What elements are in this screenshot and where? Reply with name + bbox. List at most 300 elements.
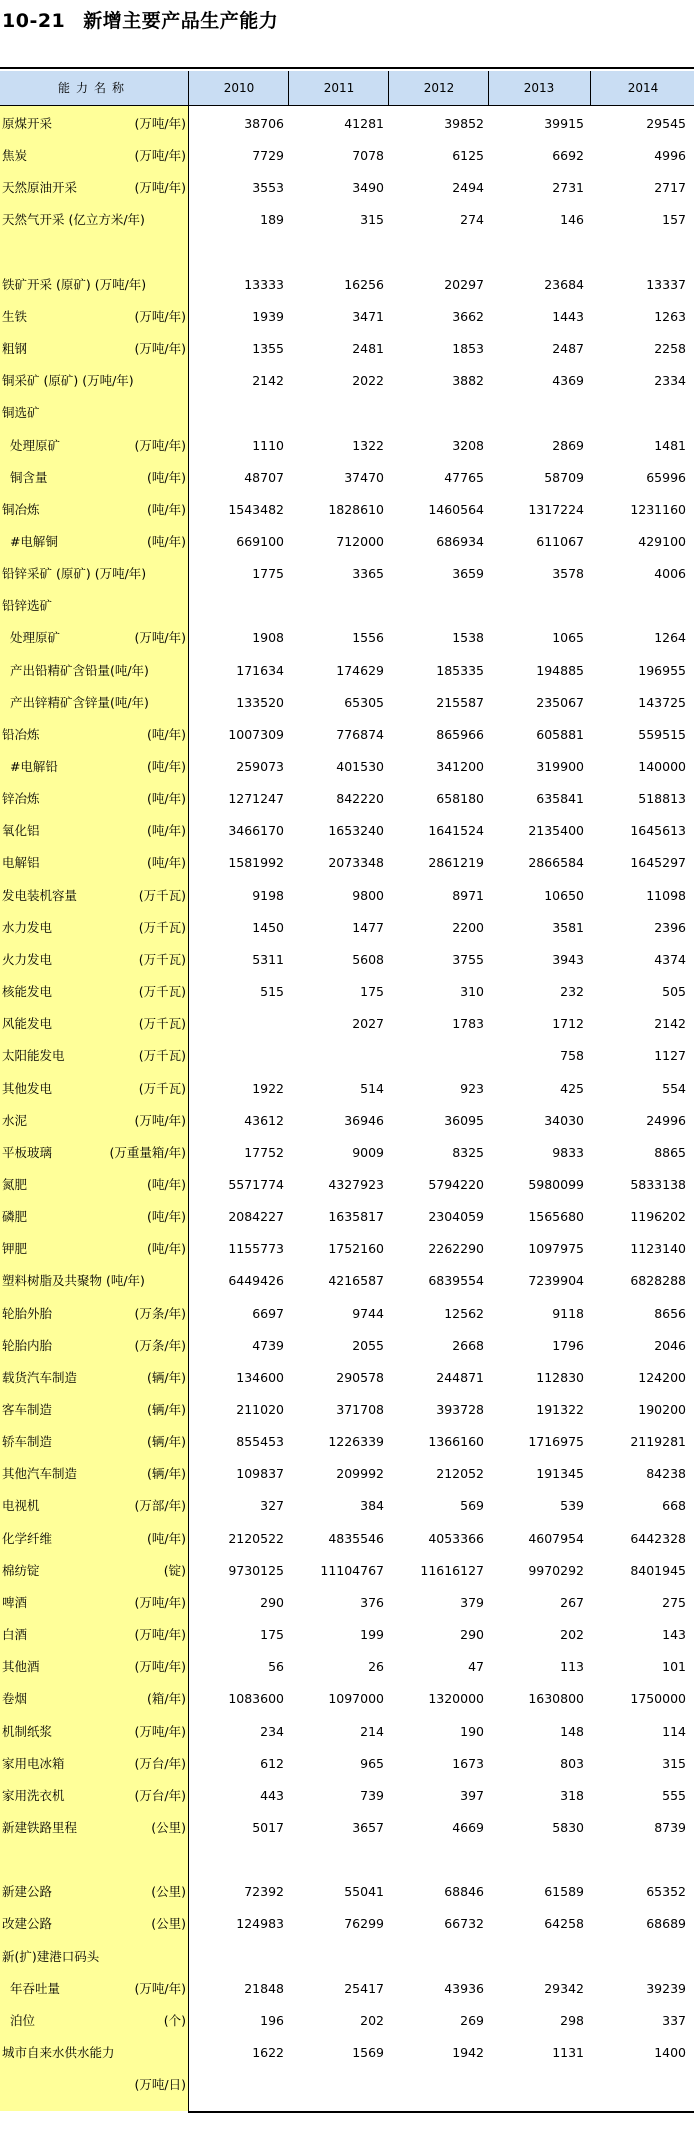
cell-2011: 9800 [352,887,384,903]
cell-2013: 3943 [552,951,584,967]
table-row [0,269,694,301]
cell-2012: 686934 [436,533,484,549]
table-row [0,1908,694,1940]
cell-2011: 209992 [336,1466,384,1482]
cell-2013 [488,590,584,622]
cell-2013: 58709 [544,469,584,485]
cell-2011: 3490 [352,180,384,196]
cell-2013: 2731 [552,180,584,196]
row-label: 锌冶炼 [2,791,40,807]
cell-2010: 234 [260,1723,284,1739]
cell-2014: 315 [662,1755,686,1771]
table-row [0,172,694,204]
cell-2010: 5571774 [228,1176,284,1192]
cell-2012: 658180 [436,791,484,807]
cell-2011: 401530 [336,759,384,774]
cell-2010: 211020 [236,1402,284,1417]
row-unit: (万条/年) [134,1305,186,1321]
row-unit: (万吨/年) [134,341,186,357]
row-unit: (辆/年) [147,1434,186,1450]
cell-2011: 5608 [352,951,384,967]
cell-2014: 157 [662,212,686,228]
cell-2010: 515 [260,984,284,1000]
row-label: 载货汽车制造 [2,1369,78,1385]
cell-2014: 1123140 [630,1241,686,1257]
row-label [2,1844,184,1876]
cell-2010: 290 [260,1594,284,1610]
cell-2013 [488,2069,584,2101]
row-unit: (公里) [151,1819,186,1835]
cell-2012: 12562 [444,1305,484,1321]
cell-2012: 43936 [444,1980,484,1996]
row-unit: (万条/年) [134,1337,186,1353]
row-label: 氧化铝 [2,823,40,839]
table-row [0,1876,694,1908]
row-label: 年吞吐量 [2,1980,60,1996]
cell-2014: 1400 [654,2045,686,2060]
row-label: 铜选矿 [2,405,40,421]
cell-2011: 4327923 [328,1176,384,1192]
cell-2012: 47 [468,1659,484,1675]
cell-2013: 635841 [536,791,584,807]
cell-2011 [288,2069,384,2101]
cell-2011: 1556 [352,630,384,646]
cell-2010: 5017 [252,1819,284,1835]
cell-2011 [288,1941,384,1973]
row-label: 铜冶炼 [2,501,40,517]
table-row [0,2005,694,2037]
cell-2012: 190 [460,1723,484,1739]
cell-2014: 1264 [654,630,686,646]
cell-2010: 38706 [244,116,284,131]
cell-2013: 23684 [544,276,584,292]
cell-2012: 290 [460,1627,484,1643]
cell-2010: 175 [260,1627,284,1643]
cell-2010: 189 [260,212,284,228]
cell-2012 [388,1040,484,1072]
cell-2011: 842220 [336,791,384,807]
table-row [0,687,694,719]
bottom-rule [188,2111,694,2113]
cell-2014: 13337 [646,276,686,292]
row-unit: (吨/年) [147,791,186,807]
table-row [0,1169,694,1201]
cell-2014 [590,1941,686,1973]
row-unit: (吨/年) [147,759,186,774]
cell-2014: 1127 [654,1048,686,1064]
cell-2013: 318 [560,1787,584,1803]
row-label: 原煤开采 [2,116,53,131]
row-label: 磷肥 [2,1209,28,1225]
cell-2012: 4053366 [428,1530,484,1546]
cell-2014: 140000 [638,759,686,774]
cell-2013: 3578 [552,566,584,582]
cell-2010: 1007309 [228,726,284,742]
cell-2011: 1097000 [328,1691,384,1707]
cell-2010 [188,2069,284,2101]
row-label: 客车制造 [2,1402,53,1417]
table-row [0,397,694,429]
cell-2014: 2334 [654,373,686,389]
cell-2010 [188,1941,284,1973]
cell-2014: 668 [662,1498,686,1514]
table-row [0,751,694,783]
row-label: 其他汽车制造 [2,1466,78,1482]
row-label: 铜含量 [2,469,48,485]
table-row [0,815,694,847]
cell-2013: 7239904 [528,1273,584,1289]
cell-2010: 1922 [252,1080,284,1096]
row-label: 家用洗衣机 [2,1787,65,1803]
row-label [2,237,184,269]
header-year-2014: 2014 [590,71,695,105]
cell-2014: 1196202 [630,1209,686,1225]
row-label: 新建铁路里程 [2,1819,78,1835]
cell-2012: 379 [460,1594,484,1610]
cell-2013: 194885 [536,662,584,678]
cell-2011: 776874 [336,726,384,742]
table-row [0,655,694,687]
cell-2011: 25417 [344,1980,384,1996]
cell-2011: 2022 [352,373,384,389]
row-label: 化学纤维 [2,1530,53,1546]
cell-2012: 20297 [444,276,484,292]
row-label: 塑料树脂及共聚物 (吨/年) [2,1273,145,1289]
cell-2013: 2866584 [528,855,584,871]
cell-2014: 124200 [638,1369,686,1385]
cell-2013: 232 [560,984,584,1000]
row-label: 氮肥 [2,1176,28,1192]
cell-2011: 4216587 [328,1273,384,1289]
row-label: 轮胎内胎 [2,1337,53,1353]
cell-2010: 2142 [252,373,284,389]
table-number: 10-21 [2,10,66,32]
table-row [0,783,694,815]
table-row [0,2069,694,2101]
row-label: 轮胎外胎 [2,1305,53,1321]
cell-2010: 1271247 [228,791,284,807]
cell-2012: 569 [460,1498,484,1514]
cell-2013: 1712 [552,1016,584,1032]
row-label: 泊位 [2,2012,35,2028]
cell-2013: 202 [560,1627,584,1643]
row-label: 铅锌采矿 (原矿) (万吨/年) [2,566,147,582]
cell-2013: 9833 [552,1144,584,1160]
table-row [0,1137,694,1169]
row-unit: (吨/年) [147,533,186,549]
cell-2011: 1653240 [328,823,384,839]
table-row [0,494,694,526]
data-table [0,67,694,2111]
cell-2011: 1226339 [328,1434,384,1450]
row-label: 铜采矿 (原矿) (万吨/年) [2,373,134,389]
row-unit: (万吨/年) [134,630,186,646]
cell-2013: 2135400 [528,823,584,839]
cell-2012: 68846 [444,1884,484,1900]
cell-2012: 1673 [452,1755,484,1771]
cell-2011 [288,590,384,622]
row-unit: (万吨/年) [134,148,186,164]
cell-2010: 9198 [252,887,284,903]
row-unit: (万千瓦) [138,1080,186,1096]
row-unit: (万台/年) [134,1787,186,1803]
table-row [0,1458,694,1490]
cell-2011: 202 [360,2012,384,2028]
cell-2012: 185335 [436,662,484,678]
cell-2010: 259073 [236,759,284,774]
table-row [0,1555,694,1587]
cell-2013: 2487 [552,341,584,357]
row-unit: (辆/年) [147,1402,186,1417]
cell-2013: 9118 [552,1305,584,1321]
row-label: 钾肥 [2,1241,28,1257]
row-label: 粗钢 [2,341,28,357]
table-row [0,430,694,462]
table-row [0,1073,694,1105]
table-row [0,1780,694,1812]
header-name: 能力名称 [57,81,130,95]
row-label: 城市自来水供水能力 [2,2045,115,2060]
table-title [2,6,278,33]
row-unit: (万千瓦) [138,1048,186,1064]
table-row [0,1490,694,1522]
cell-2012: 397 [460,1787,484,1803]
cell-2012: 1460564 [428,501,484,517]
row-label: 核能发电 [2,984,53,1000]
cell-2014: 68689 [646,1916,686,1932]
cell-2011: 9009 [352,1144,384,1160]
cell-2011: 3471 [352,308,384,324]
table-row [0,365,694,397]
table-row [0,1812,694,1844]
cell-2012: 66732 [444,1916,484,1932]
row-unit: (万吨/日) [134,2077,186,2093]
cell-2010: 17752 [244,1144,284,1160]
row-unit: (吨/年) [147,1241,186,1257]
table-row [0,1330,694,1362]
cell-2013: 39915 [544,116,584,131]
row-label: 新(扩)建港口码头 [2,1948,100,1964]
row-unit: (吨/年) [147,823,186,839]
cell-2010: 669100 [236,533,284,549]
row-unit: (箱/年) [147,1691,186,1707]
cell-2010 [188,1844,284,1876]
table-row [0,204,694,236]
cell-2014: 8656 [654,1305,686,1321]
cell-2014 [590,237,686,269]
cell-2012: 6125 [452,148,484,164]
cell-2014: 101 [662,1659,686,1675]
cell-2011: 2073348 [328,855,384,871]
cell-2013: 758 [560,1048,584,1064]
row-unit: (万千瓦) [138,984,186,1000]
cell-2012: 269 [460,2012,484,2028]
cell-2013: 112830 [536,1369,584,1385]
cell-2012: 310 [460,984,484,1000]
cell-2014: 429100 [638,533,686,549]
cell-2012: 2200 [452,919,484,935]
cell-2014: 190200 [638,1402,686,1417]
row-label: 发电装机容量 [2,887,78,903]
cell-2012: 2494 [452,180,484,196]
cell-2014: 84238 [646,1466,686,1482]
table-row [0,590,694,622]
row-label: 生铁 [2,308,28,324]
cell-2011: 315 [360,212,384,228]
cell-2010: 855453 [236,1434,284,1450]
row-unit: (万吨/年) [134,1627,186,1643]
table-row [0,1040,694,1072]
cell-2013: 1065 [552,630,584,646]
table-row [0,301,694,333]
cell-2013: 10650 [544,887,584,903]
cell-2010: 48707 [244,469,284,485]
cell-2010: 43612 [244,1112,284,1128]
cell-2012: 1942 [452,2045,484,2060]
cell-2012: 274 [460,212,484,228]
cell-2010: 1581992 [228,855,284,871]
row-unit: (万吨/年) [134,1594,186,1610]
cell-2012 [388,397,484,429]
cell-2014: 1750000 [630,1691,686,1707]
table-row [0,719,694,751]
cell-2012: 47765 [444,469,484,485]
cell-2011: 384 [360,1498,384,1514]
cell-2010: 56 [268,1659,284,1675]
cell-2011: 16256 [344,276,384,292]
cell-2014: 8865 [654,1144,686,1160]
cell-2014: 65352 [646,1884,686,1900]
row-unit: (吨/年) [147,1530,186,1546]
cell-2012: 2304059 [428,1209,484,1225]
cell-2013 [488,397,584,429]
cell-2014: 196955 [638,662,686,678]
cell-2010: 443 [260,1787,284,1803]
cell-2014: 555 [662,1787,686,1803]
cell-2013: 1716975 [528,1434,584,1450]
row-unit: (万吨/年) [134,437,186,453]
cell-2011: 2481 [352,341,384,357]
cell-2011: 514 [360,1080,384,1096]
table-row [0,108,694,140]
row-unit: (万吨/年) [134,1112,186,1128]
table-row [0,526,694,558]
cell-2010: 124983 [236,1916,284,1932]
cell-2012 [388,1941,484,1973]
row-unit: (万千瓦) [138,887,186,903]
row-unit: (公里) [151,1916,186,1932]
cell-2010: 1939 [252,308,284,324]
table-row [0,1523,694,1555]
row-label: 轿车制造 [2,1434,53,1450]
table-row [0,1426,694,1458]
row-label: 改建公路 [2,1916,53,1932]
row-unit: (公里) [151,1884,186,1900]
cell-2011: 290578 [336,1369,384,1385]
cell-2012: 39852 [444,116,484,131]
cell-2013: 2869 [552,437,584,453]
cell-2014: 65996 [646,469,686,485]
cell-2010: 171634 [236,662,284,678]
cell-2014 [590,397,686,429]
cell-2011: 965 [360,1755,384,1771]
row-label: 处理原矿 [2,437,60,453]
cell-2011: 3657 [352,1819,384,1835]
cell-2012: 244871 [436,1369,484,1385]
cell-2010: 134600 [236,1369,284,1385]
table-row [0,140,694,172]
cell-2013: 146 [560,212,584,228]
cell-2010: 2120522 [228,1530,284,1546]
table-title-text: 新增主要产品生产能力 [83,10,279,32]
row-label: 天然原油开采 [2,180,78,196]
table-row [0,2037,694,2069]
cell-2011: 65305 [344,694,384,710]
cell-2013: 61589 [544,1884,584,1900]
row-label: 新建公路 [2,1884,53,1900]
table-row [0,1683,694,1715]
cell-2014: 554 [662,1080,686,1096]
table-row [0,880,694,912]
cell-2013: 425 [560,1080,584,1096]
cell-2011: 3365 [352,566,384,582]
cell-2011: 1569 [352,2045,384,2060]
cell-2011: 175 [360,984,384,1000]
cell-2011 [288,397,384,429]
cell-2010: 2084227 [228,1209,284,1225]
cell-2013: 1131 [552,2045,584,2060]
table-row [0,622,694,654]
cell-2012: 215587 [436,694,484,710]
cell-2013: 1796 [552,1337,584,1353]
row-label: 机制纸浆 [2,1723,53,1739]
row-unit: (万部/年) [134,1498,186,1514]
cell-2014: 6442328 [630,1530,686,1546]
cell-2010: 7729 [252,148,284,164]
cell-2014: 4006 [654,566,686,582]
cell-2013 [488,1844,584,1876]
row-label: 铁矿开采 (原矿) (万吨/年) [2,276,147,292]
cell-2012 [388,2069,484,2101]
cell-2010: 1110 [252,437,284,453]
row-label: 平板玻璃 [2,1144,53,1160]
cell-2011: 7078 [352,148,384,164]
row-label: 电视机 [2,1498,40,1514]
cell-2012: 3662 [452,308,484,324]
cell-2014: 2717 [654,180,686,196]
cell-2012: 4669 [452,1819,484,1835]
row-label: 产出锌精矿含锌量(吨/年) [2,694,149,710]
row-unit: (万千瓦) [138,1016,186,1032]
cell-2014: 518813 [638,791,686,807]
cell-2014: 1645613 [630,823,686,839]
cell-2010: 1622 [252,2045,284,2060]
cell-2012: 212052 [436,1466,484,1482]
cell-2014 [590,590,686,622]
row-label: 水力发电 [2,919,53,935]
cell-2013: 4369 [552,373,584,389]
cell-2013: 191345 [536,1466,584,1482]
table-header [0,71,694,106]
row-unit: (吨/年) [147,726,186,742]
row-unit: (吨/年) [147,1209,186,1225]
cell-2010: 1450 [252,919,284,935]
cell-2014: 114 [662,1723,686,1739]
row-label: #电解铅 [2,759,58,774]
cell-2010: 13333 [244,276,284,292]
table-row [0,1748,694,1780]
cell-2010: 1355 [252,341,284,357]
